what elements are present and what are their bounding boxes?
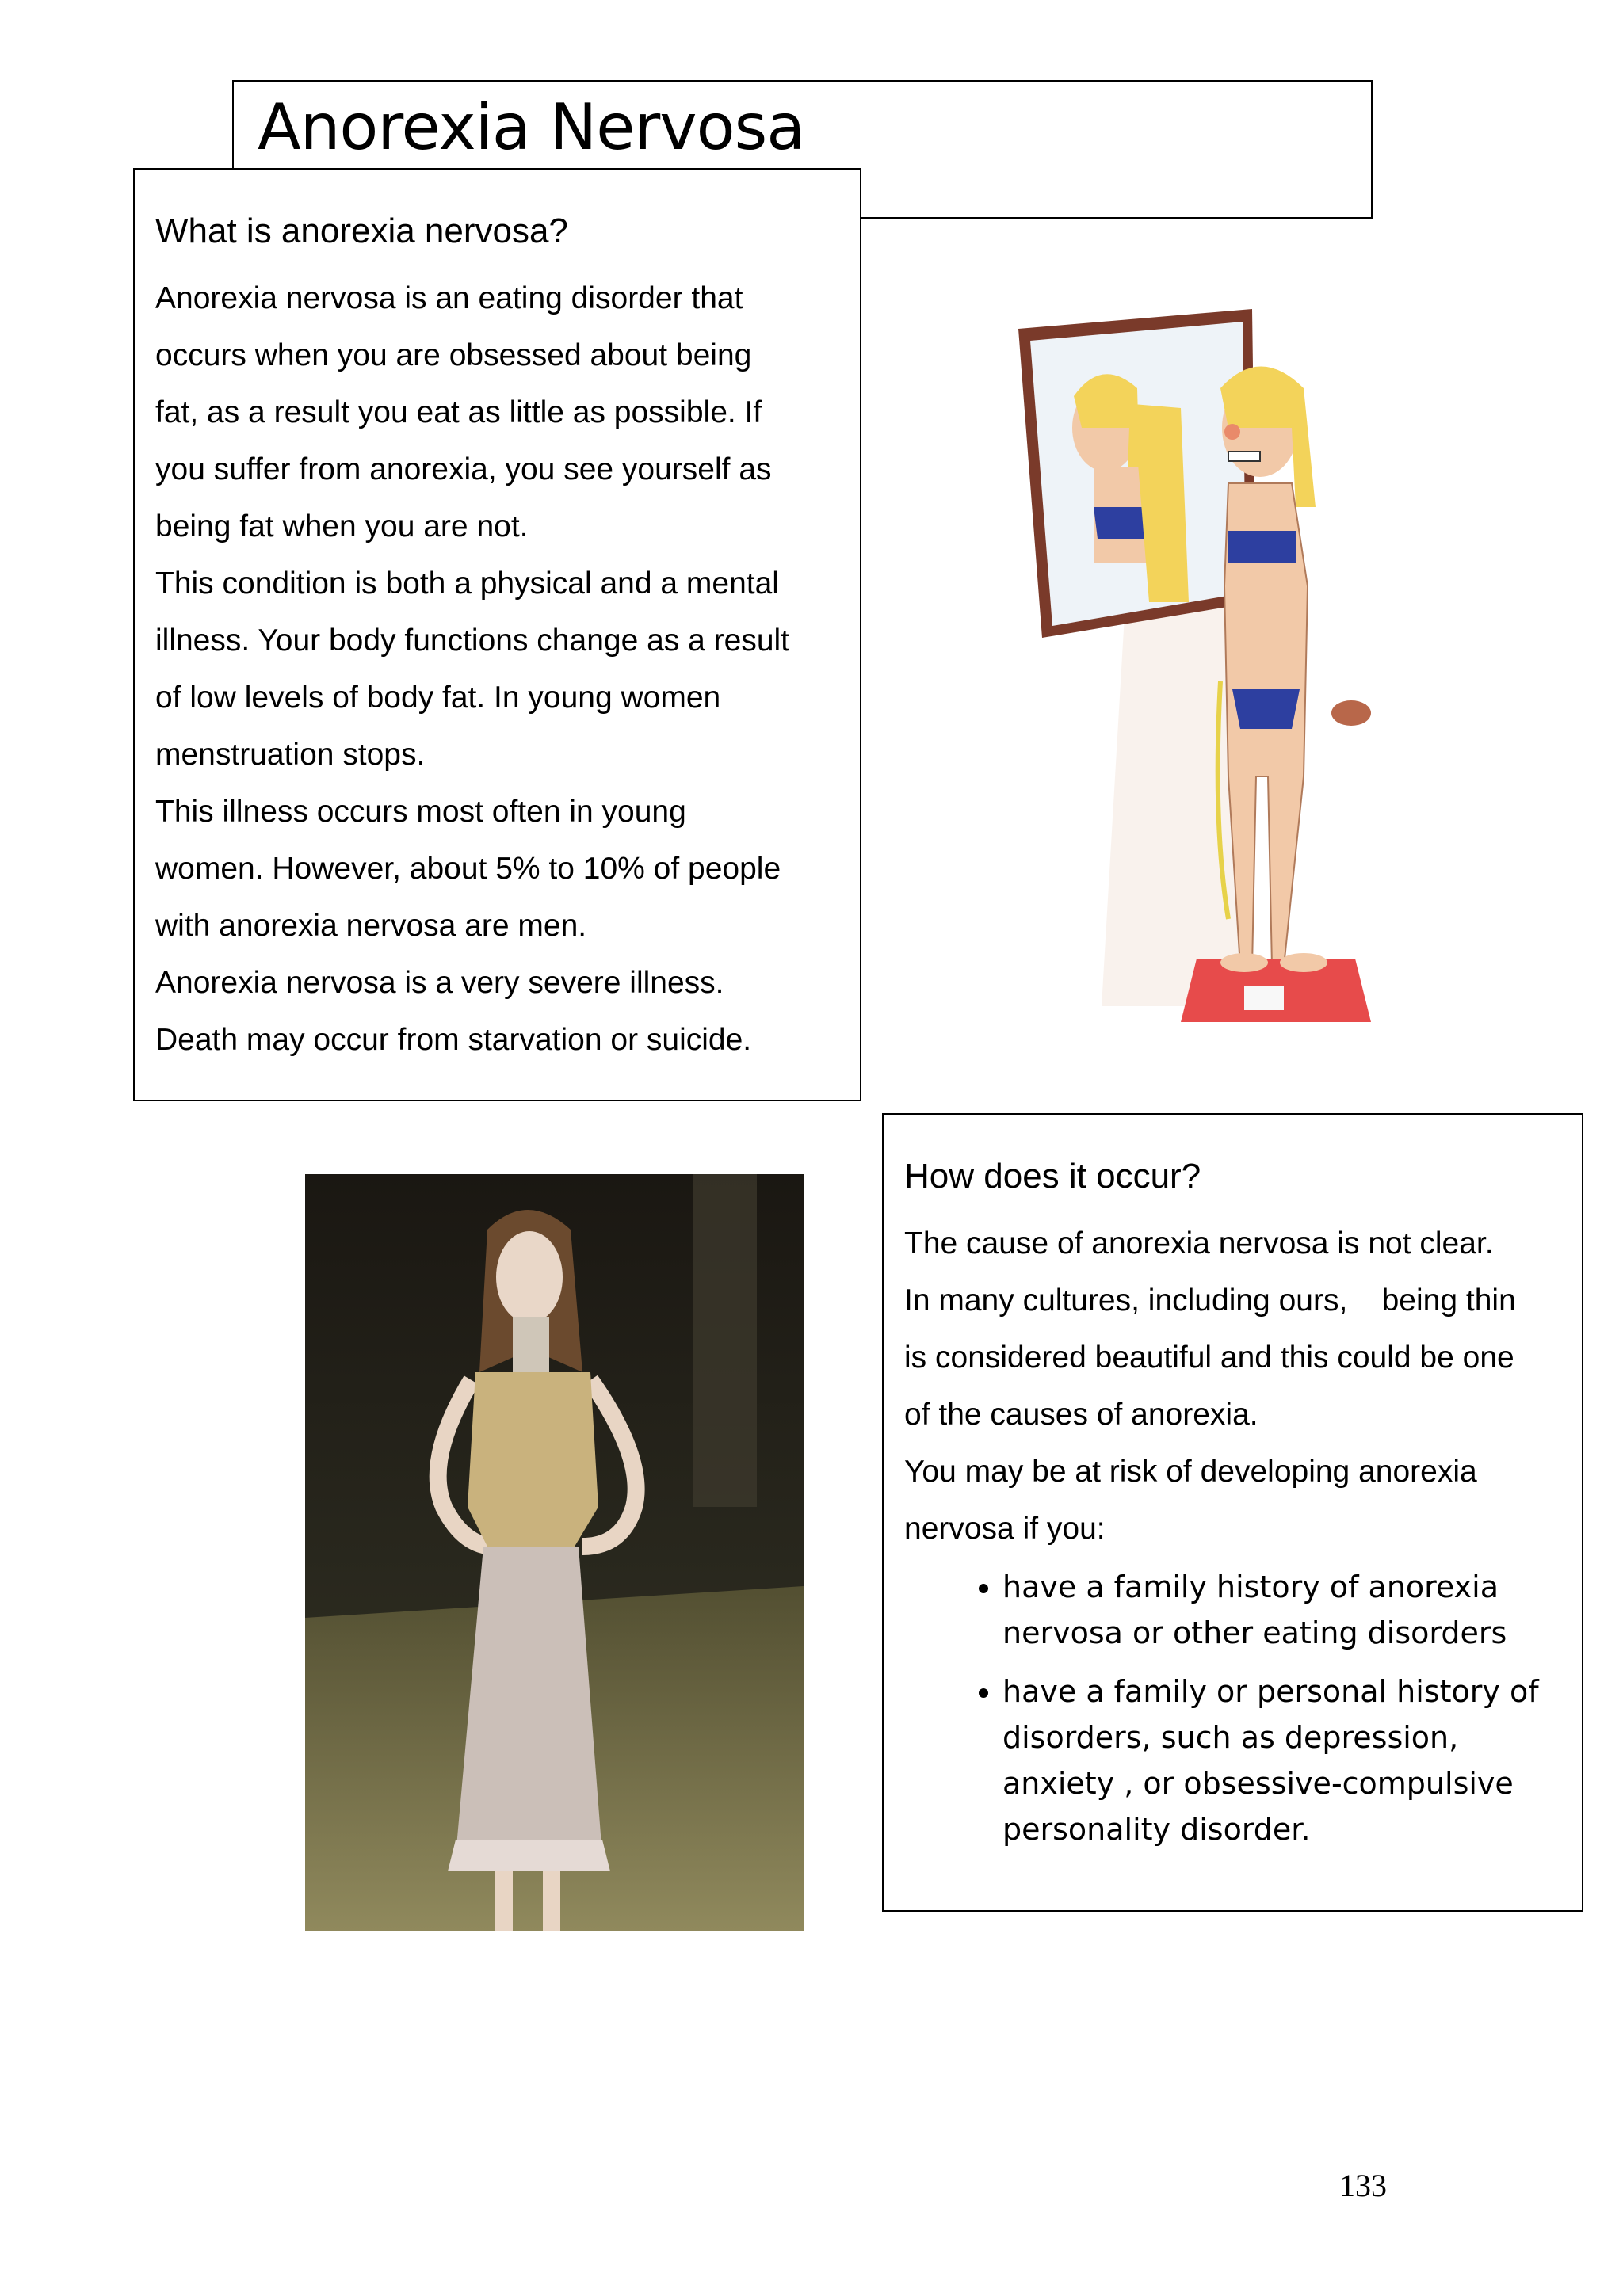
body-line: fat, as a result you eat as little as possible. If: [155, 395, 762, 429]
body-line: of the causes of anorexia.: [904, 1397, 1258, 1432]
what-is-body: [155, 270, 839, 1069]
list-item-line: nervosa or other eating disorders: [1002, 1615, 1507, 1650]
list-item: [1002, 1669, 1561, 1852]
page-number: 133: [1339, 2168, 1387, 2203]
how-does-it-occur-section: [882, 1113, 1583, 1912]
how-body: [904, 1215, 1561, 1558]
body-line: nervosa if you:: [904, 1511, 1106, 1546]
body-line: This condition is both a physical and a mental: [155, 566, 779, 601]
runway-model-photo: [305, 1174, 804, 1931]
body-line: is considered beautiful and this could be one: [904, 1340, 1514, 1375]
list-item-line: personality disorder.: [1002, 1811, 1311, 1847]
body-line: Anorexia nervosa is a very severe illness.: [155, 965, 724, 1000]
body-line: In many cultures, including ours, being thin: [904, 1283, 1516, 1318]
body-line: with anorexia nervosa are men.: [155, 908, 587, 943]
list-item-line: anxiety , or obsessive-compulsive: [1002, 1765, 1514, 1801]
body-line: of low levels of body fat. In young women: [155, 680, 721, 715]
body-line: being fat when you are not.: [155, 509, 529, 543]
cartoon-illustration: [943, 269, 1450, 1062]
list-item: [1002, 1564, 1561, 1656]
risk-factor-list: [904, 1564, 1561, 1852]
body-line: women. However, about 5% to 10% of people: [155, 851, 781, 886]
list-item-line: • have a family or personal history of: [1002, 1673, 1539, 1709]
body-line: you suffer from anorexia, you see yourself as: [155, 452, 772, 486]
body-line: menstruation stops.: [155, 737, 426, 772]
what-is-heading: What is anorexia nervosa?: [155, 212, 568, 250]
body-line: occurs when you are obsessed about being: [155, 338, 752, 372]
what-is-section: [133, 168, 861, 1101]
body-line: You may be at risk of developing anorexia: [904, 1454, 1477, 1489]
list-item-line: disorders, such as depression,: [1002, 1719, 1459, 1755]
body-line: illness. Your body functions change as a result: [155, 623, 790, 658]
list-item-line: • have a family history of anorexia: [1002, 1569, 1499, 1604]
body-line: This illness occurs most often in young: [155, 794, 686, 829]
how-heading: How does it occur?: [904, 1157, 1201, 1196]
body-line: The cause of anorexia nervosa is not clear.: [904, 1226, 1494, 1261]
body-line: Death may occur from starvation or suicide.: [155, 1022, 752, 1057]
page-title: Anorexia Nervosa: [258, 90, 805, 164]
body-line: Anorexia nervosa is an eating disorder that: [155, 280, 743, 315]
